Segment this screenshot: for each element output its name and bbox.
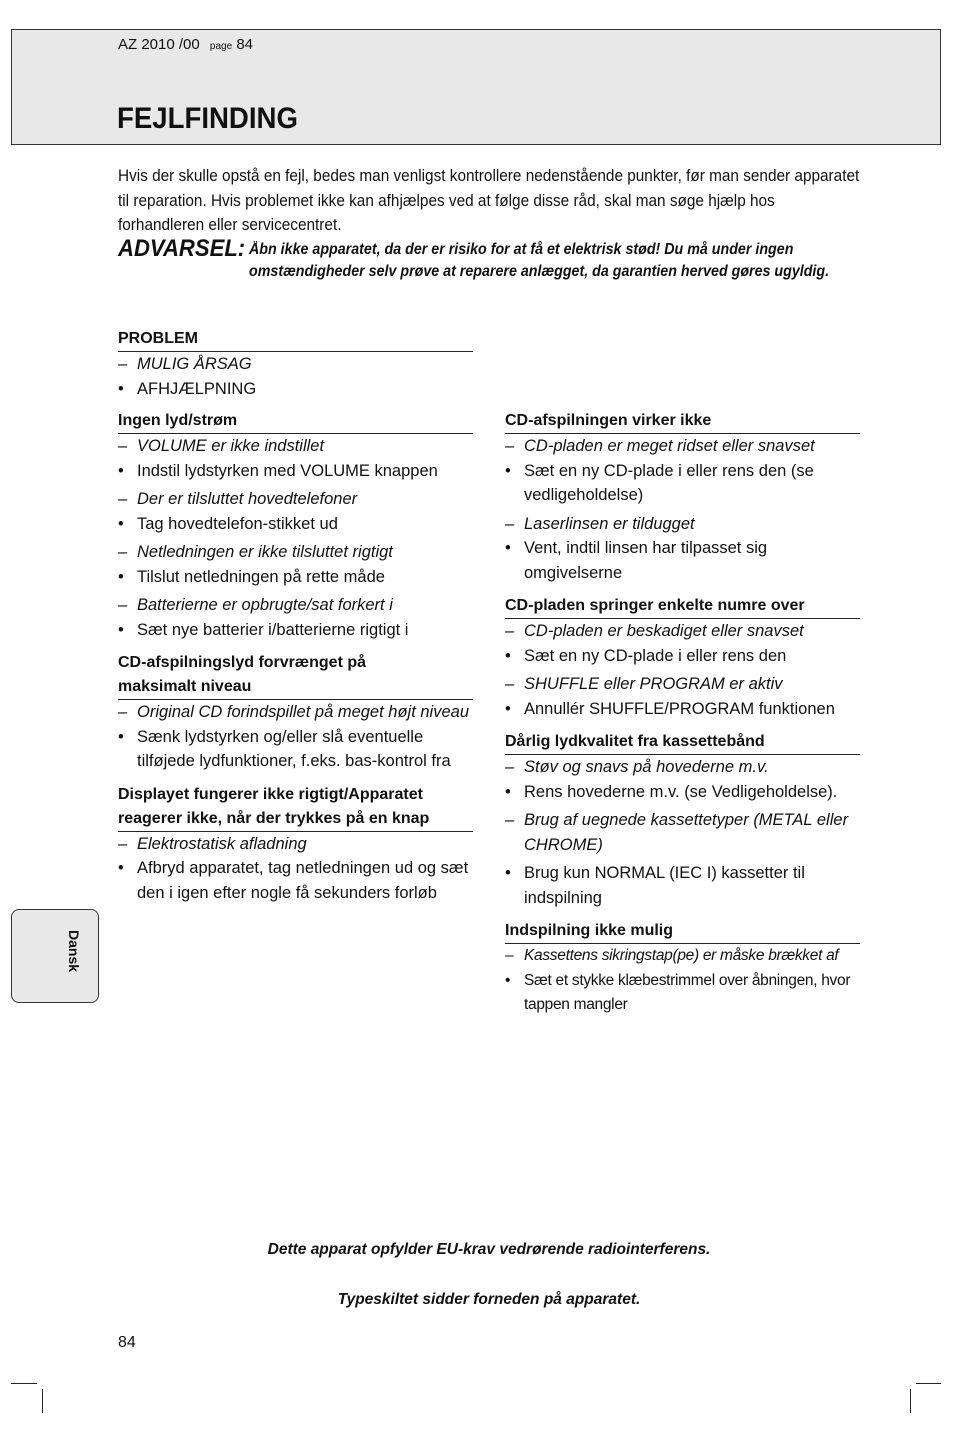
problem-section (118, 651, 473, 774)
page-word: page (209, 41, 233, 52)
dash-mark: – (505, 514, 515, 533)
remedy-item (505, 536, 860, 585)
remedy-item (505, 861, 860, 910)
bullet-mark: • (118, 514, 124, 533)
remedy-item (505, 644, 860, 669)
remedy-text: Sæt en ny CD-plade i eller rens den (se vedligeholdelse) (524, 461, 814, 504)
legend-cause-text: MULIG ÅRSAG (137, 355, 252, 373)
remedy-item (505, 459, 860, 508)
cause-item (118, 487, 473, 512)
cause-text: Netledningen er ikke tilsluttet rigtigt (137, 543, 393, 561)
cause-item (505, 512, 860, 537)
remedy-item (118, 459, 473, 484)
remedy-text: Indstil lydstyrken med VOLUME knappen (137, 461, 438, 480)
bullet-mark: • (505, 699, 511, 718)
remedy-item (118, 565, 473, 590)
bullet-mark: • (505, 646, 511, 665)
problem-section (505, 594, 860, 721)
crop-mark (11, 1383, 37, 1384)
problem-heading (118, 783, 473, 832)
dash-mark: – (505, 758, 515, 776)
remedy-text: Tag hovedtelefon-stikket ud (137, 514, 338, 533)
bullet-mark: • (505, 782, 511, 801)
cause-text: Der er tilsluttet hovedtelefoner (137, 490, 358, 508)
crop-mark (42, 1389, 43, 1413)
dash-mark: – (505, 675, 515, 693)
cause-item (505, 755, 860, 780)
dash-mark: – (505, 947, 514, 964)
problem-heading: Indspilning ikke mulig (505, 919, 860, 944)
dash-mark: – (118, 355, 128, 373)
dash-mark: – (118, 490, 128, 508)
cause-text: Batterierne er opbrugte/sat forkert i (137, 596, 393, 614)
problem-section (505, 919, 860, 1018)
cause-item (118, 832, 473, 857)
remedy-item (505, 780, 860, 805)
remedy-item (505, 697, 860, 722)
remedy-text: Sænk lydstyrken og/eller slå eventuelle tilføjede lydfunktioner, f.eks. bas-kontrol fra (137, 727, 451, 770)
cause-text: Elektrostatisk afladning (137, 834, 307, 853)
cause-text: VOLUME er ikke indstillet (137, 437, 325, 455)
problem-heading-line: CD-afspilningslyd forvrænget på (118, 654, 367, 671)
problem-heading: CD-pladen springer enkelte numre over (505, 594, 860, 619)
page-number: 84 (118, 1334, 136, 1351)
bullet-mark: • (118, 620, 124, 639)
left-column (118, 409, 473, 905)
remedy-item (118, 725, 473, 774)
crop-mark (916, 1383, 941, 1384)
intro-paragraph: Hvis der skulle opstå en fejl, bedes man venligst kontrollere nedenstående punkter, før man sender apparatet til reparation. Hvis problemet ikke kan afhjælpes ved at følge disse råd, skal man søge hjælp hos forhandleren eller servicecentret. (118, 167, 860, 234)
bullet-mark: • (118, 379, 124, 398)
remedy-item (505, 969, 860, 1018)
cause-text: CD-pladen er beskadiget eller snavset (524, 622, 804, 640)
footer-label-note: Typeskiltet sidder forneden på apparatet. (337, 1291, 641, 1308)
problem-section (505, 730, 860, 910)
cause-item (505, 619, 860, 644)
cause-item (118, 434, 473, 459)
model-number: AZ 2010 /00 (118, 36, 200, 53)
dash-mark: – (505, 437, 515, 455)
problem-heading: Dårlig lydkvalitet fra kassettebånd (505, 730, 860, 755)
legend-heading: PROBLEM (118, 327, 473, 352)
language-tab (11, 909, 99, 1003)
cause-item (505, 672, 860, 697)
legend (118, 327, 473, 401)
cause-item (505, 944, 860, 969)
language-tab-label: Dansk (66, 930, 82, 973)
cause-text: Støv og snavs på hovederne m.v. (524, 758, 769, 776)
dash-mark: – (118, 596, 128, 614)
legend-cause (118, 352, 473, 377)
cause-text: Kassettens sikringstap(pe) er måske brækket af (524, 947, 839, 964)
crop-mark (910, 1389, 911, 1413)
problem-section (118, 783, 473, 906)
dash-mark: – (118, 437, 128, 455)
cause-item (118, 700, 473, 725)
dash-mark: – (118, 834, 128, 853)
remedy-item (118, 856, 473, 905)
bullet-mark: • (505, 971, 511, 989)
cause-item (118, 593, 473, 618)
legend-remedy-text: AFHJÆLPNING (137, 379, 257, 398)
cause-text: Original CD forindspillet på meget højt niveau (137, 703, 469, 721)
remedy-text: Sæt nye batterier i/batterierne rigtigt i (137, 620, 409, 639)
remedy-text: Sæt en ny CD-plade i eller rens den (524, 646, 787, 665)
problem-section (505, 409, 860, 585)
problem-heading-line: Displayet fungerer ikke rigtigt/Apparatet (118, 785, 423, 803)
bullet-mark: • (118, 461, 124, 480)
problem-heading: CD-afspilningen virker ikke (505, 409, 860, 434)
problem-section (118, 409, 473, 642)
dash-mark: – (505, 622, 515, 640)
cause-text: SHUFFLE eller PROGRAM er aktiv (524, 675, 783, 693)
dash-mark: – (118, 703, 128, 721)
bullet-mark: • (118, 859, 124, 877)
remedy-item (118, 512, 473, 537)
cause-item (505, 808, 860, 857)
legend-remedy (118, 377, 473, 402)
bullet-mark: • (118, 567, 124, 586)
problem-heading-line: maksimalt niveau (118, 678, 252, 695)
remedy-text: Tilslut netledningen på rette måde (137, 567, 385, 586)
cause-text: CD-pladen er meget ridset eller snavset (524, 437, 815, 455)
remedy-text: Rens hovederne m.v. (se Vedligeholdelse). (524, 782, 838, 801)
cause-text: Laserlinsen er tildugget (524, 514, 695, 533)
bullet-mark: • (505, 461, 511, 480)
cause-item (118, 540, 473, 565)
warning-text: Åbn ikke apparatet, da der er risiko for at få et elektrisk stød! Du må under ingen omstændigheder selv prøve at reparere anlægget, da garantien herved gøres ugyldig. (249, 241, 830, 280)
page-reference (118, 36, 253, 53)
remedy-text: Annullér SHUFFLE/PROGRAM funktionen (524, 699, 835, 718)
cause-text: Brug af uegnede kassettetyper (METAL eller CHROME) (524, 811, 849, 854)
cause-item (505, 434, 860, 459)
warning-label: ADVARSEL: (118, 235, 246, 262)
dash-mark: – (505, 811, 515, 829)
remedy-text: Sæt et stykke klæbestrimmel over åbningen, hvor tappen mangler (524, 971, 851, 1013)
problem-heading-line: reagerer ikke, når der trykkes på en knap (118, 809, 430, 827)
remedy-text: Vent, indtil linsen har tilpasset sig omgivelserne (524, 539, 768, 582)
problem-heading (118, 651, 473, 700)
page-ref-number: 84 (236, 36, 254, 53)
right-column (505, 409, 860, 1018)
remedy-text: Brug kun NORMAL (IEC I) kassetter til indspilning (524, 864, 805, 907)
dash-mark: – (118, 543, 128, 561)
bullet-mark: • (118, 727, 124, 746)
page-title: FEJLFINDING (117, 102, 298, 135)
problem-heading: Ingen lyd/strøm (118, 409, 473, 434)
bullet-mark: • (505, 864, 511, 882)
remedy-item (118, 618, 473, 643)
footer-compliance-note: Dette apparat opfylder EU-krav vedrørende radiointerferens. (267, 1241, 711, 1258)
bullet-mark: • (505, 539, 511, 557)
remedy-text: Afbryd apparatet, tag netledningen ud og sæt den i igen efter nogle få sekunders forløb (137, 859, 469, 902)
